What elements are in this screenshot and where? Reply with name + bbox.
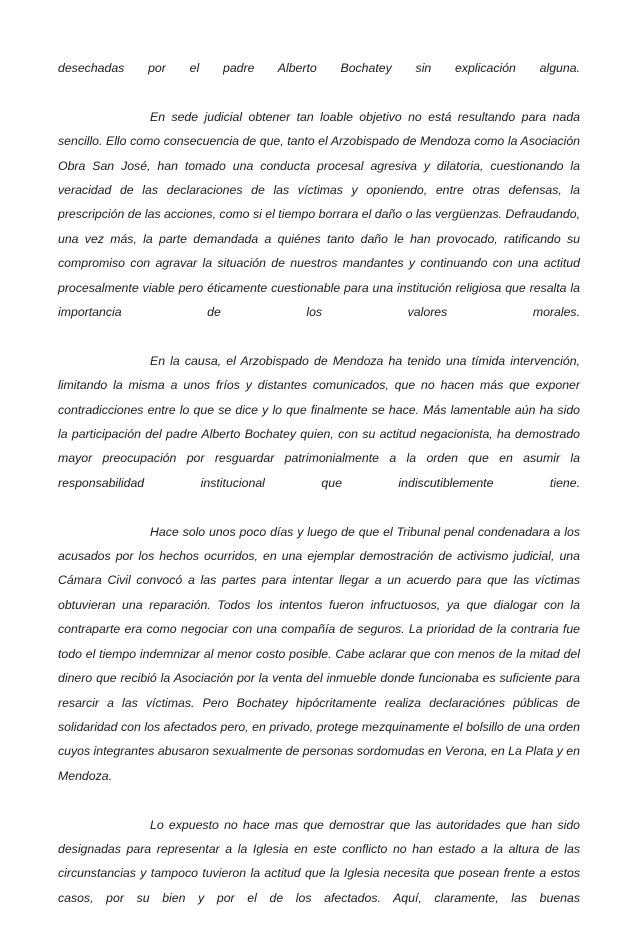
- paragraph-judicial-proceedings: En sede judicial obtener tan loable objetivo no está resultando para nada sencillo. Ello como consecuencia de que, tanto el Arzobispado de Mendoza como la Asociación Obra San José, han tomado una conducta procesal agresiva y dilatoria, cuestionando la veracidad de las declaraciones de las víctimas y oponiendo, entre otras defensas, la prescripción de las acciones, como si el tiempo borrara el daño o las vergüenzas. Defraudando, una vez más, la parte demandada a quiénes tanto daño le han provocado, ratificando su compromiso con agravar la situación de nuestros mandantes y continuando con una actitud procesalmente viable pero éticamente cuestionable para una institución religiosa que resalta la importancia de los valores morales.: [58, 109, 580, 320]
- paragraph-authorities-conclusion: Lo expuesto no hace mas que demostrar que las autoridades que han sido designadas para representar a la Iglesia en este conflicto no han estado a la altura de las circunstancias y tampoco tuvieron la actitud que la Iglesia necesita que posean frente a estos casos, por su bien y por el de los afectados. Aquí, claramente, las buenas: [58, 817, 580, 905]
- paragraph-continuation: desechadas por el padre Alberto Bochatey sin explicación alguna.: [58, 61, 580, 75]
- paragraph-archdiocese-intervention: En la causa, el Arzobispado de Mendoza ha tenido una tímida intervención, limitando la misma a unos fríos y distantes comunicados, que no hacen más que exponer contradicciones entre lo que se dice y lo que finalmente se hace. Más lamentable aún ha sido la participación del padre Alberto Bochatey quien, con su actitud negacionista, ha demostrado mayor preocupación por resguardar patrimonialmente a la orden que en asumir la responsabilidad institucional que indiscutiblemente tiene.: [58, 353, 580, 490]
- document-body: [58, 56, 580, 935]
- paragraph-civil-chamber: Hace solo unos poco días y luego de que el Tribunal penal condenadara a los acusados por los hechos ocurridos, en una ejemplar demostración de activismo judicial, una Cámara Civil convocó a las partes para intentar llegar a un acuerdo para que las víctimas obtuvieran una reparación. Todos los intentos fueron infructuosos, ya que dialogar con la contraparte era como negociar con una compañía de seguros. La prioridad de la contraria fue todo el tiempo indemnizar al menor costo posible. Cabe aclarar que con menos de la mitad del dinero que recibió la Asociación por la venta del inmueble donde funcionaba es suficiente para resarcir a las víctimas. Pero Bochatey hipócritamente realiza declaraciónes públicas de solidaridad con los afectados pero, en privado, protege mezquinamente el bolsillo de una orden cuyos integrantes abusaron sexualmente de personas sordomudas en Verona, en La Plata y en Mendoza.: [58, 524, 580, 783]
